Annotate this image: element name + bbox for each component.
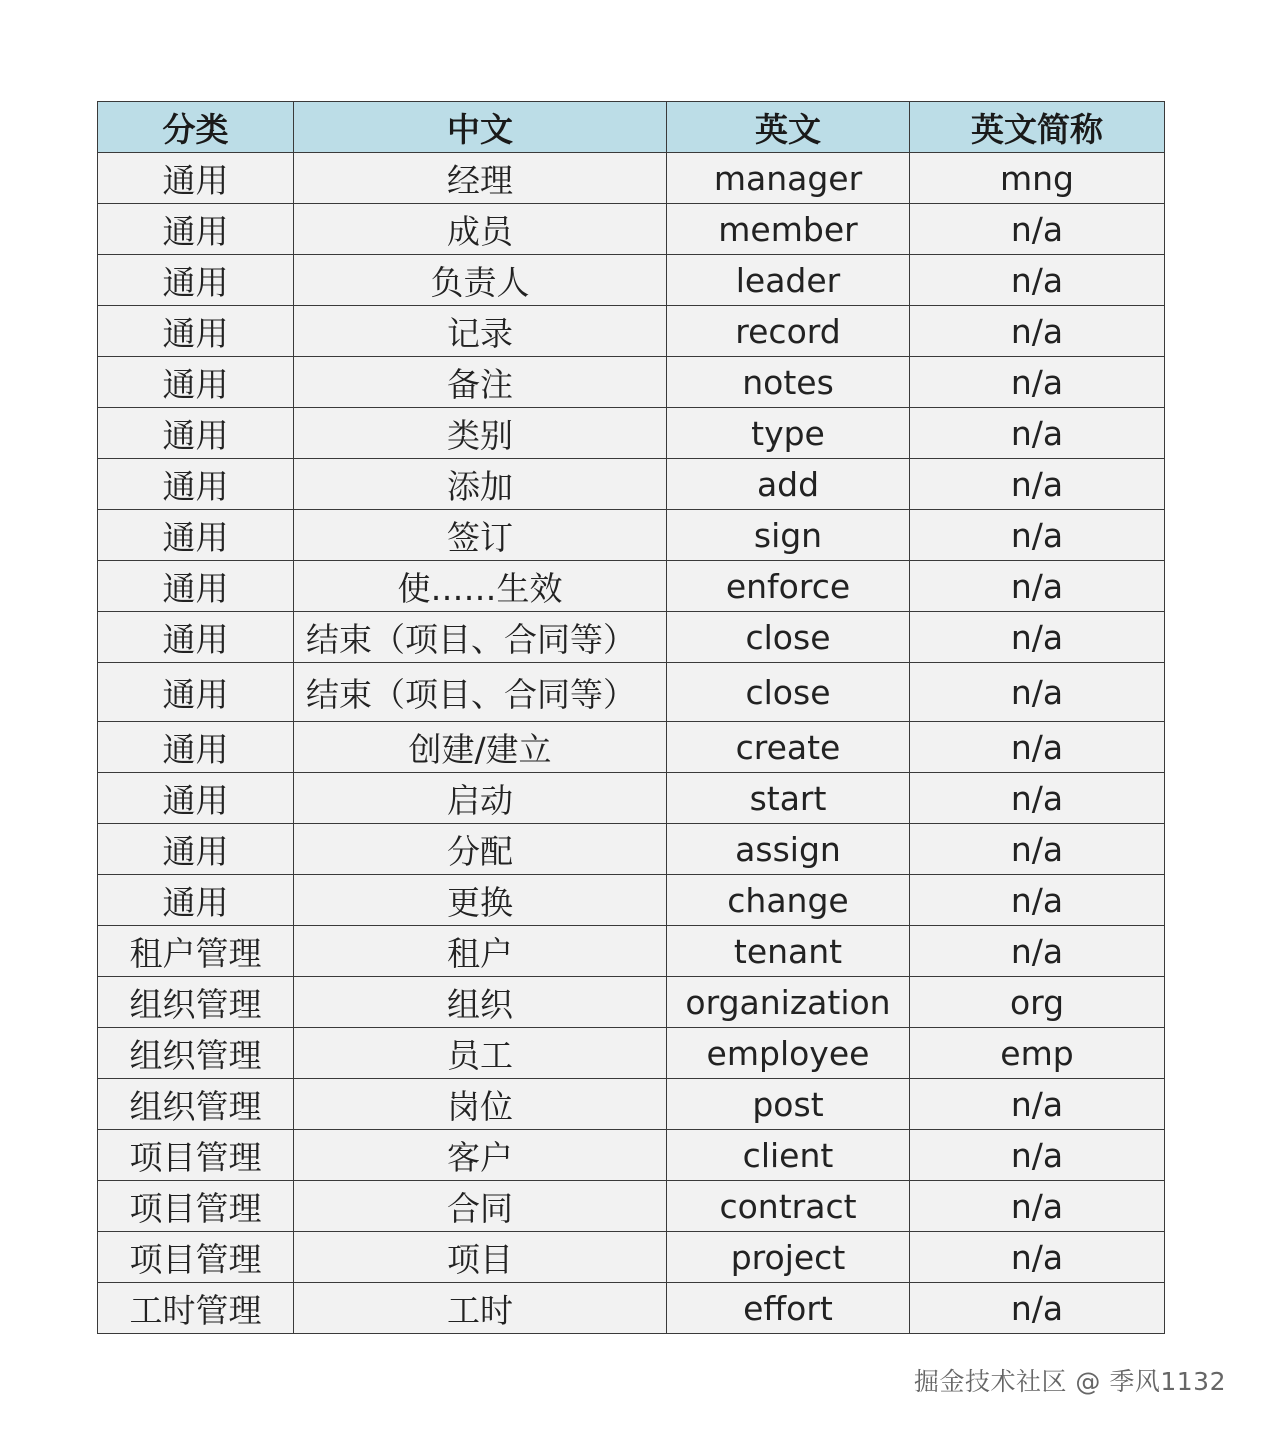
cell-chinese: 项目	[294, 1232, 667, 1283]
cell-chinese: 使……生效	[294, 561, 667, 612]
header-english: 英文	[667, 102, 910, 153]
cell-english: notes	[667, 357, 910, 408]
glossary-table	[97, 101, 1165, 1334]
glossary-sheet	[97, 101, 1164, 1334]
cell-category: 通用	[98, 510, 294, 561]
cell-chinese: 成员	[294, 204, 667, 255]
cell-english: enforce	[667, 561, 910, 612]
cell-category: 通用	[98, 824, 294, 875]
cell-abbreviation: mng	[910, 153, 1165, 204]
cell-abbreviation: n/a	[910, 824, 1165, 875]
cell-abbreviation: n/a	[910, 459, 1165, 510]
cell-category: 通用	[98, 408, 294, 459]
cell-category: 项目管理	[98, 1181, 294, 1232]
cell-category: 通用	[98, 204, 294, 255]
cell-abbreviation: n/a	[910, 357, 1165, 408]
table-row	[98, 153, 1165, 204]
cell-category: 组织管理	[98, 1079, 294, 1130]
cell-abbreviation: n/a	[910, 1079, 1165, 1130]
cell-category: 通用	[98, 875, 294, 926]
header-abbreviation: 英文简称	[910, 102, 1165, 153]
cell-abbreviation: n/a	[910, 1181, 1165, 1232]
cell-abbreviation: n/a	[910, 773, 1165, 824]
table-row	[98, 612, 1165, 663]
cell-english: start	[667, 773, 910, 824]
cell-chinese: 启动	[294, 773, 667, 824]
table-row	[98, 1232, 1165, 1283]
cell-chinese: 合同	[294, 1181, 667, 1232]
table-row	[98, 722, 1165, 773]
table-row	[98, 1079, 1165, 1130]
table-row	[98, 663, 1165, 722]
cell-abbreviation: n/a	[910, 926, 1165, 977]
cell-category: 通用	[98, 561, 294, 612]
cell-chinese: 分配	[294, 824, 667, 875]
cell-abbreviation: n/a	[910, 1232, 1165, 1283]
cell-category: 通用	[98, 306, 294, 357]
cell-category: 通用	[98, 722, 294, 773]
table-row	[98, 204, 1165, 255]
cell-abbreviation: n/a	[910, 722, 1165, 773]
cell-chinese: 员工	[294, 1028, 667, 1079]
cell-english: project	[667, 1232, 910, 1283]
cell-chinese: 类别	[294, 408, 667, 459]
cell-abbreviation: n/a	[910, 255, 1165, 306]
cell-english: assign	[667, 824, 910, 875]
table-row	[98, 510, 1165, 561]
cell-abbreviation: n/a	[910, 1130, 1165, 1181]
table-row	[98, 773, 1165, 824]
cell-chinese: 结束（项目、合同等）	[294, 663, 667, 722]
cell-abbreviation: n/a	[910, 875, 1165, 926]
cell-english: member	[667, 204, 910, 255]
cell-chinese: 组织	[294, 977, 667, 1028]
cell-chinese: 记录	[294, 306, 667, 357]
cell-abbreviation: n/a	[910, 561, 1165, 612]
table-row	[98, 875, 1165, 926]
cell-abbreviation: n/a	[910, 612, 1165, 663]
cell-english: close	[667, 612, 910, 663]
cell-category: 通用	[98, 612, 294, 663]
cell-category: 组织管理	[98, 1028, 294, 1079]
table-row	[98, 408, 1165, 459]
cell-english: organization	[667, 977, 910, 1028]
cell-category: 通用	[98, 663, 294, 722]
cell-chinese: 岗位	[294, 1079, 667, 1130]
cell-english: sign	[667, 510, 910, 561]
cell-chinese: 备注	[294, 357, 667, 408]
cell-english: manager	[667, 153, 910, 204]
table-row	[98, 357, 1165, 408]
cell-chinese: 工时	[294, 1283, 667, 1334]
table-row	[98, 255, 1165, 306]
cell-abbreviation: n/a	[910, 1283, 1165, 1334]
table-row	[98, 306, 1165, 357]
cell-english: tenant	[667, 926, 910, 977]
cell-english: record	[667, 306, 910, 357]
cell-english: post	[667, 1079, 910, 1130]
cell-chinese: 客户	[294, 1130, 667, 1181]
cell-english: create	[667, 722, 910, 773]
table-row	[98, 977, 1165, 1028]
table-row	[98, 1181, 1165, 1232]
cell-abbreviation: n/a	[910, 306, 1165, 357]
cell-chinese: 负责人	[294, 255, 667, 306]
cell-english: contract	[667, 1181, 910, 1232]
cell-english: client	[667, 1130, 910, 1181]
cell-abbreviation: n/a	[910, 663, 1165, 722]
header-row	[98, 102, 1165, 153]
cell-english: close	[667, 663, 910, 722]
cell-category: 组织管理	[98, 977, 294, 1028]
cell-category: 通用	[98, 357, 294, 408]
header-chinese: 中文	[294, 102, 667, 153]
cell-abbreviation: org	[910, 977, 1165, 1028]
table-row	[98, 926, 1165, 977]
cell-category: 项目管理	[98, 1232, 294, 1283]
cell-chinese: 结束（项目、合同等）	[294, 612, 667, 663]
cell-category: 通用	[98, 459, 294, 510]
cell-english: effort	[667, 1283, 910, 1334]
table-row	[98, 561, 1165, 612]
cell-chinese: 创建/建立	[294, 722, 667, 773]
cell-abbreviation: emp	[910, 1028, 1165, 1079]
cell-english: leader	[667, 255, 910, 306]
cell-category: 租户管理	[98, 926, 294, 977]
table-row	[98, 824, 1165, 875]
cell-chinese: 添加	[294, 459, 667, 510]
header-category: 分类	[98, 102, 294, 153]
cell-abbreviation: n/a	[910, 510, 1165, 561]
cell-chinese: 更换	[294, 875, 667, 926]
table-row	[98, 459, 1165, 510]
cell-category: 项目管理	[98, 1130, 294, 1181]
table-row	[98, 1283, 1165, 1334]
cell-abbreviation: n/a	[910, 408, 1165, 459]
table-row	[98, 1130, 1165, 1181]
cell-chinese: 租户	[294, 926, 667, 977]
table-row	[98, 1028, 1165, 1079]
watermark: 掘金技术社区 @ 季风1132	[913, 1367, 1226, 1396]
cell-category: 通用	[98, 773, 294, 824]
cell-category: 通用	[98, 153, 294, 204]
cell-category: 工时管理	[98, 1283, 294, 1334]
cell-english: change	[667, 875, 910, 926]
cell-english: add	[667, 459, 910, 510]
cell-english: type	[667, 408, 910, 459]
cell-chinese: 经理	[294, 153, 667, 204]
cell-category: 通用	[98, 255, 294, 306]
cell-english: employee	[667, 1028, 910, 1079]
cell-abbreviation: n/a	[910, 204, 1165, 255]
cell-chinese: 签订	[294, 510, 667, 561]
